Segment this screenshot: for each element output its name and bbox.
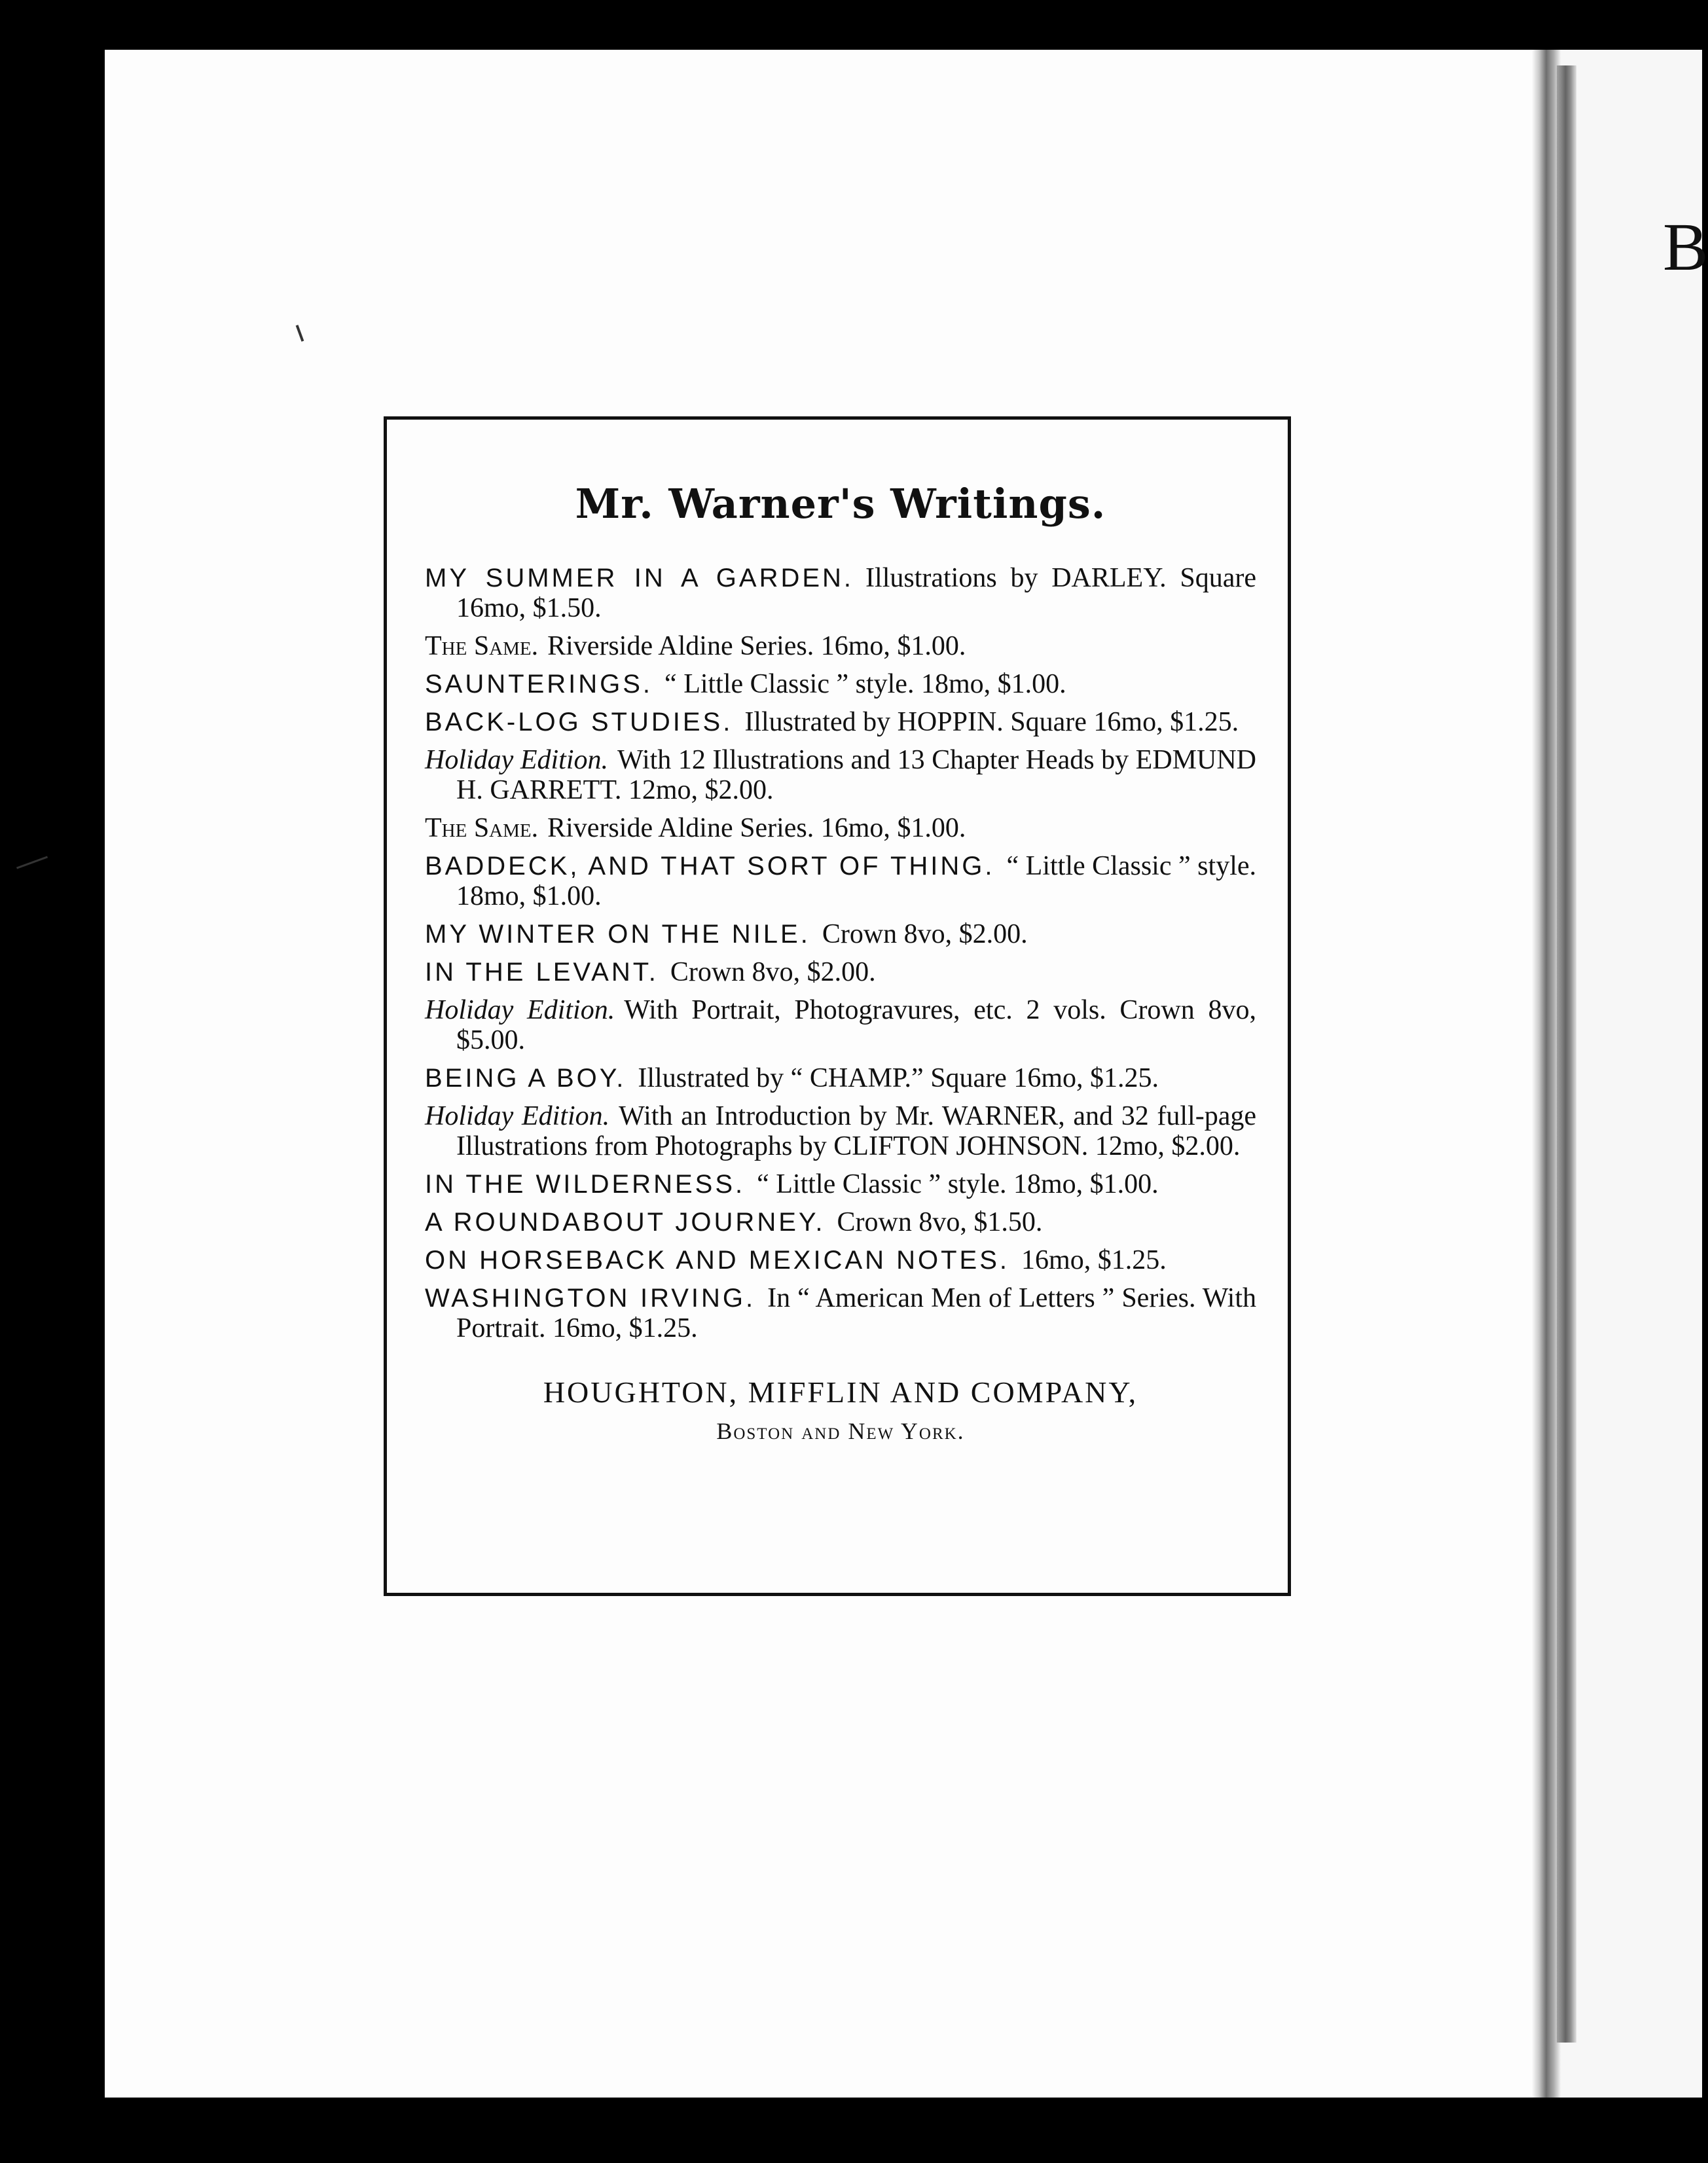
book-entry-title: SAUNTERINGS. <box>425 670 653 699</box>
book-entry <box>425 631 1256 661</box>
book-entry <box>425 1063 1256 1093</box>
book-entry-details: Riverside Aldine Series. 16mo, $1.00. <box>547 631 966 661</box>
book-entry-title: The Same. <box>425 631 539 661</box>
book-entry-title: BACK-LOG STUDIES. <box>425 708 733 736</box>
book-entry <box>425 1283 1256 1343</box>
book-entry <box>425 707 1256 737</box>
book-entry-title: The Same. <box>425 813 539 843</box>
book-entry-details: “ Little Classic ” style. 18mo, $1.00. <box>757 1169 1159 1199</box>
book-entry-title: Holiday Edition. <box>425 995 615 1025</box>
facing-page-letter: B <box>1663 209 1708 285</box>
book-entry <box>425 851 1256 911</box>
book-entry-details: Illustrations by DARLEY. Square 16mo, $1.50. <box>456 563 1256 623</box>
book-entry-details: With an Introduction by Mr. WARNER, and 32 full-page Illustrations from Photographs by CLIFTON JOHNSON. 12mo, $2.00. <box>456 1101 1256 1161</box>
book-entry-details: “ Little Classic ” style. 18mo, $1.00. <box>664 669 1066 699</box>
book-entry-details: Crown 8vo, $2.00. <box>670 957 876 987</box>
book-entry <box>425 813 1256 843</box>
publisher-name: HOUGHTON, MIFFLIN AND COMPANY, <box>543 1375 1138 1409</box>
book-entry-title: WASHINGTON IRVING. <box>425 1284 756 1313</box>
book-entry-title: IN THE WILDERNESS. <box>425 1170 746 1199</box>
book-entry <box>425 1101 1256 1161</box>
facing-page-edge <box>1561 50 1702 2098</box>
book-entry-title: MY WINTER ON THE NILE. <box>425 920 810 949</box>
book-entry-details: Illustrated by HOPPIN. Square 16mo, $1.25. <box>744 707 1239 737</box>
book-entry-title: Holiday Edition. <box>425 745 608 775</box>
book-entry <box>425 1207 1256 1237</box>
advertisement-title: Mr. Warner's Writings. <box>575 480 1106 528</box>
book-entry-title: BEING A BOY. <box>425 1064 627 1093</box>
book-entry <box>425 563 1256 623</box>
book-entry-details: With 12 Illustrations and 13 Chapter Heads by EDMUND H. GARRETT. 12mo, $2.00. <box>456 745 1256 805</box>
book-entry <box>425 669 1256 699</box>
publisher-cities: Boston and New York. <box>716 1418 965 1444</box>
stray-mark <box>16 856 48 869</box>
book-entry <box>425 995 1256 1055</box>
book-entry-details: Illustrated by “ CHAMP.” Square 16mo, $1.25. <box>638 1063 1159 1093</box>
book-entry-details: With Portrait, Photogravures, etc. 2 vols. Crown 8vo, $5.00. <box>456 995 1256 1055</box>
book-entry-details: 16mo, $1.25. <box>1021 1245 1167 1275</box>
book-entry-details: In “ American Men of Letters ” Series. With Portrait. 16mo, $1.25. <box>456 1283 1257 1343</box>
book-entry <box>425 1245 1256 1275</box>
book-entry-title: BADDECK, AND THAT SORT OF THING. <box>425 852 995 881</box>
book-entry-title: Holiday Edition. <box>425 1101 610 1131</box>
book-entry-details: “ Little Classic ” style. 18mo, $1.00. <box>456 851 1257 911</box>
book-entry-title: A ROUNDABOUT JOURNEY. <box>425 1208 826 1237</box>
advertisement-box <box>384 416 1291 1596</box>
book-entry <box>425 745 1256 805</box>
book-list <box>425 563 1256 1343</box>
book-entry-details: Crown 8vo, $1.50. <box>837 1207 1043 1237</box>
book-entry-title: MY SUMMER IN A GARDEN. <box>425 564 854 592</box>
book-entry <box>425 1169 1256 1199</box>
book-entry-details: Crown 8vo, $2.00. <box>822 919 1028 949</box>
book-entry-details: Riverside Aldine Series. 16mo, $1.00. <box>547 813 966 843</box>
book-entry-title: ON HORSEBACK AND MEXICAN NOTES. <box>425 1246 1010 1275</box>
binding-spine <box>1557 65 1576 2043</box>
book-entry <box>425 957 1256 987</box>
book-entry-title: IN THE LEVANT. <box>425 958 659 987</box>
book-entry <box>425 919 1256 949</box>
